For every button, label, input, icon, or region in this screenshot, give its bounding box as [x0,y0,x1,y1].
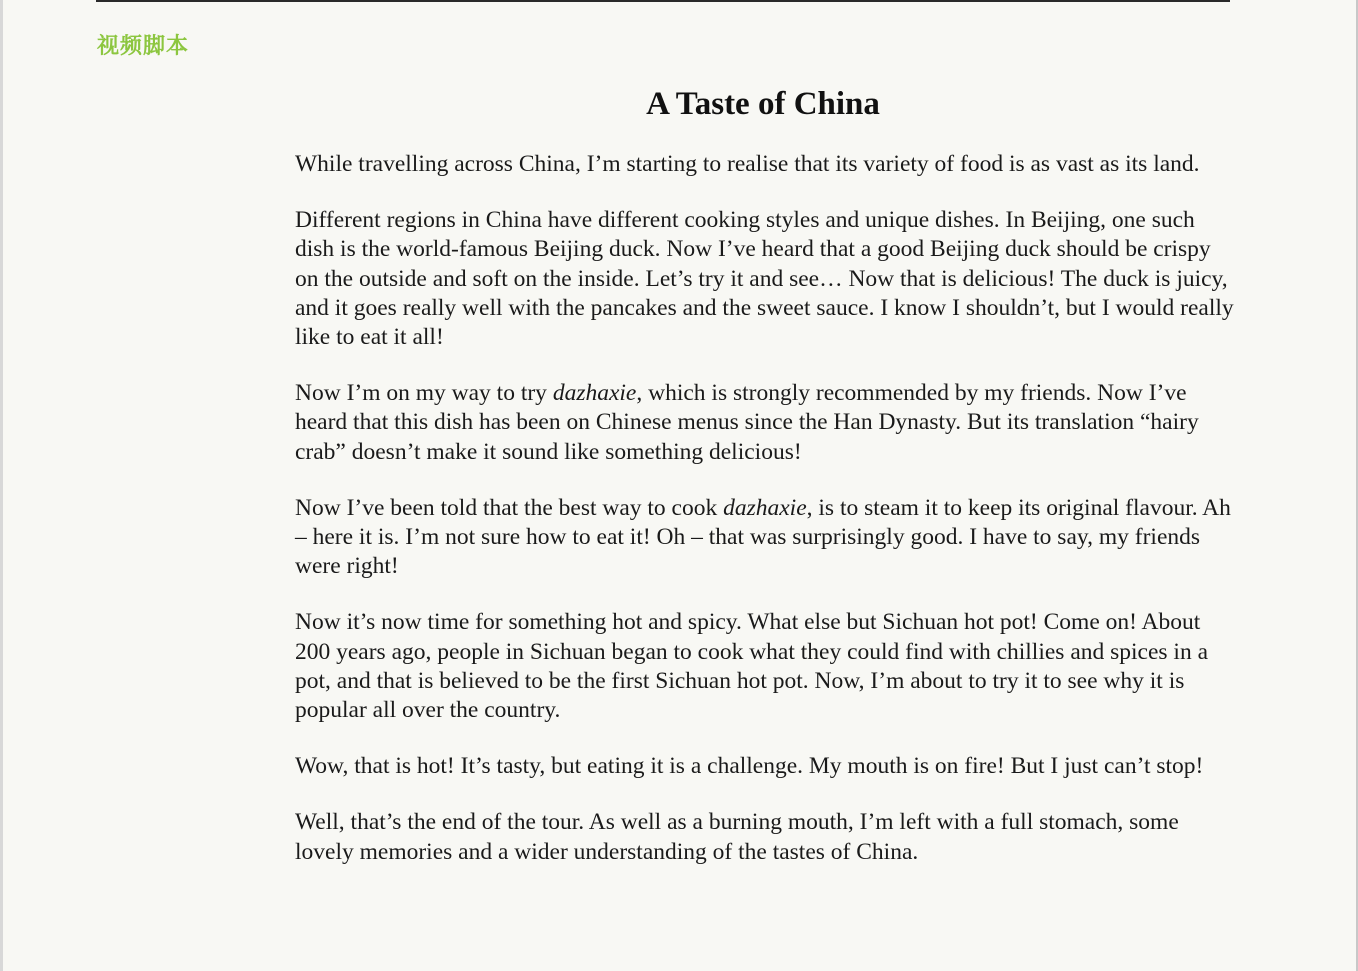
paragraph-4-lead: Now I’ve been told that the best way to cook [295,494,724,521]
paragraph-2: Different regions in China have different cooking styles and unique dishes. In Beijing, one such dish is the world-famous Beijing duck. Now I’ve heard that a good Beijing duck should be crispy on the outside and soft on the inside. Let’s try it and see… Now that is delicious! The duck is juicy, and it goes really well with the pancakes and the sweet sauce. I know I shouldn’t, but I would really like to eat it all! [295,207,1234,351]
paragraph-3 [295,379,1235,467]
section-label: 视频脚本 [97,34,190,59]
article-body [295,150,1235,894]
paragraph-4-italic-term: dazhaxie [723,494,807,521]
paragraph-3-italic-term: dazhaxie [552,380,637,407]
paragraph-1: While travelling across China, I’m starting to realise that its variety of food is as vast as its land. [295,151,1200,177]
paragraph-3-rest: , which is strongly recommended by my friends. Now I’ve heard that this dish has been on Chinese menus since the Han Dynasty. But its translation “hairy crab” doesn’t make it sound like something delicious! [295,380,1199,465]
paragraph-7: Well, that’s the end of the tour. As well as a burning mouth, I’m left with a full stomach, some lovely memories and a wider understanding of the tastes of China. [295,809,1179,865]
paragraph-5: Now it’s now time for something hot and spicy. What else but Sichuan hot pot! Come on! About 200 years ago, people in Sichuan began to cook what they could find with chillies and spices in a pot, and that is believed to be the first Sichuan hot pot. Now, I’m about to try it to see why it is popular all over the country. [295,609,1209,724]
top-rule [96,0,1230,2]
paragraph-4 [295,494,1235,582]
paragraph-4-rest: , is to steam it to keep its original flavour. Ah – here it is. I’m not sure how to eat it! Oh – that was surprisingly good. I have to say, my friends were right! [295,494,1231,580]
paragraph-6: Wow, that is hot! It’s tasty, but eating it is a challenge. My mouth is on fire! But I just can’t stop! [295,753,1204,780]
paragraph-3-lead: Now I’m on my way to try [295,380,553,407]
article-title: A Taste of China [646,86,880,122]
